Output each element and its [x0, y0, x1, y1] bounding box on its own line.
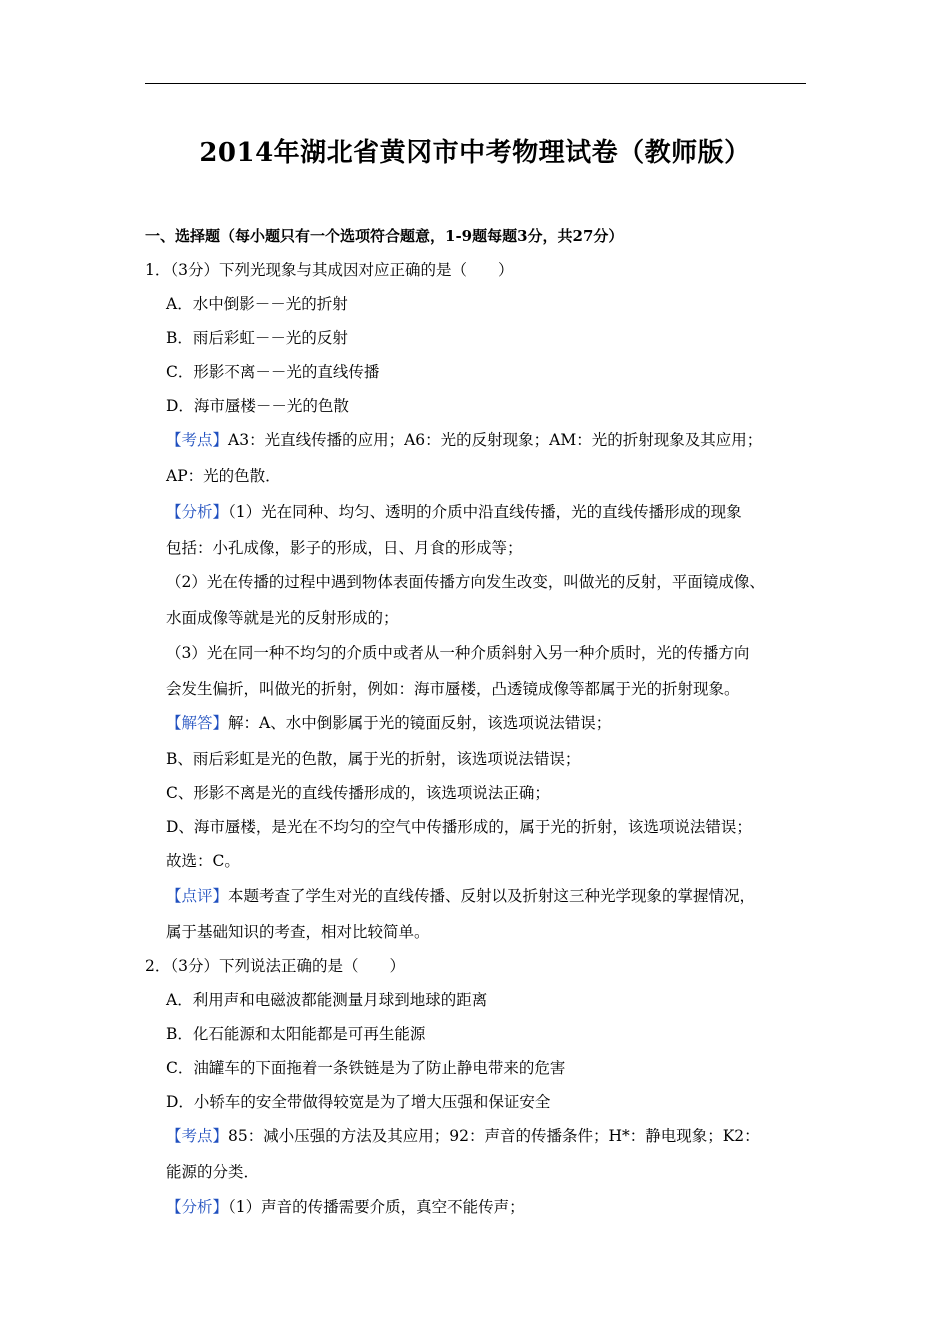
- question-1-dianping-2: 属于基础知识的考查，相对比较简单。: [166, 923, 430, 941]
- question-1-jieda: [166, 713, 611, 733]
- question-2-option-d: D．小轿车的安全带做得较宽是为了增大压强和保证安全: [166, 1093, 551, 1111]
- fenxi-tag: 【分析】: [166, 1198, 229, 1216]
- question-2-kaodian-cont: 能源的分类．: [166, 1163, 260, 1181]
- question-2-stem: 2．（3分）下列说法正确的是（ ）: [145, 957, 405, 975]
- fenxi-text: （1）声音的传播需要介质，真空不能传声；: [228, 1198, 525, 1216]
- question-2-kaodian: [166, 1126, 760, 1146]
- question-1-fenxi-6: 会发生偏折，叫做光的折射，例如：海市蜃楼，凸透镜成像等都属于光的折射现象。: [166, 680, 740, 698]
- question-1-fenxi: [166, 502, 742, 522]
- question-1-stem: 1．（3分）下列光现象与其成因对应正确的是（ ）: [145, 261, 514, 279]
- question-1-kaodian: [166, 430, 762, 450]
- kaodian-text: A3：光直线传播的应用；A6：光的反射现象；AM：光的折射现象及其应用；: [228, 431, 763, 449]
- jieda-text: 解：A、水中倒影属于光的镜面反射，该选项说法错误；: [228, 714, 612, 732]
- question-1-jieda-5: 故选：C。: [166, 852, 240, 870]
- kaodian-tag: 【考点】: [166, 431, 229, 449]
- question-1-option-c: C．形影不离－－光的直线传播: [166, 363, 380, 381]
- kaodian-text: 85：减小压强的方法及其应用；92：声音的传播条件；H*：静电现象；K2：: [228, 1127, 760, 1145]
- page-title: 2014年湖北省黄冈市中考物理试卷（教师版）: [199, 138, 751, 168]
- question-2-fenxi: [166, 1197, 525, 1217]
- header-rule: [145, 83, 806, 84]
- question-1-fenxi-2: 包括：小孔成像，影子的形成，日、月食的形成等；: [166, 539, 523, 557]
- question-1-dianping: [166, 886, 755, 906]
- kaodian-tag: 【考点】: [166, 1127, 229, 1145]
- fenxi-tag: 【分析】: [166, 503, 229, 521]
- jieda-tag: 【解答】: [166, 714, 229, 732]
- dianping-tag: 【点评】: [166, 887, 229, 905]
- question-1-jieda-4: D、海市蜃楼，是光在不均匀的空气中传播形成的，属于光的折射，该选项说法错误；: [166, 818, 752, 836]
- question-2-option-a: A．利用声和电磁波都能测量月球到地球的距离: [166, 991, 488, 1009]
- question-1-fenxi-4: 水面成像等就是光的反射形成的；: [166, 609, 399, 627]
- question-2-option-c: C．油罐车的下面拖着一条铁链是为了防止静电带来的危害: [166, 1059, 566, 1077]
- question-1-jieda-2: B、雨后彩虹是光的色散，属于光的折射，该选项说法错误；: [166, 750, 581, 768]
- question-1-option-d: D．海市蜃楼－－光的色散: [166, 397, 349, 415]
- question-1-option-b: B．雨后彩虹－－光的反射: [166, 329, 348, 347]
- question-1-kaodian-cont: AP：光的色散．: [166, 467, 281, 485]
- dianping-text: 本题考查了学生对光的直线传播、反射以及折射这三种光学现象的掌握情况，: [228, 887, 756, 905]
- question-1-fenxi-3: （2）光在传播的过程中遇到物体表面传播方向发生改变，叫做光的反射，平面镜成像、: [166, 573, 765, 591]
- question-1-option-a: A．水中倒影－－光的折射: [166, 295, 348, 313]
- question-1-fenxi-5: （3）光在同一种不均匀的介质中或者从一种介质斜射入另一种介质时，光的传播方向: [166, 644, 750, 662]
- section-heading: 一、选择题（每小题只有一个选项符合题意，1-9题每题3分，共27分）: [145, 227, 624, 245]
- question-1-jieda-3: C、形影不离是光的直线传播形成的，该选项说法正确；: [166, 784, 550, 802]
- question-2-option-b: B．化石能源和太阳能都是可再生能源: [166, 1025, 426, 1043]
- fenxi-text: （1）光在同种、均匀、透明的介质中沿直线传播，光的直线传播形成的现象: [228, 503, 742, 521]
